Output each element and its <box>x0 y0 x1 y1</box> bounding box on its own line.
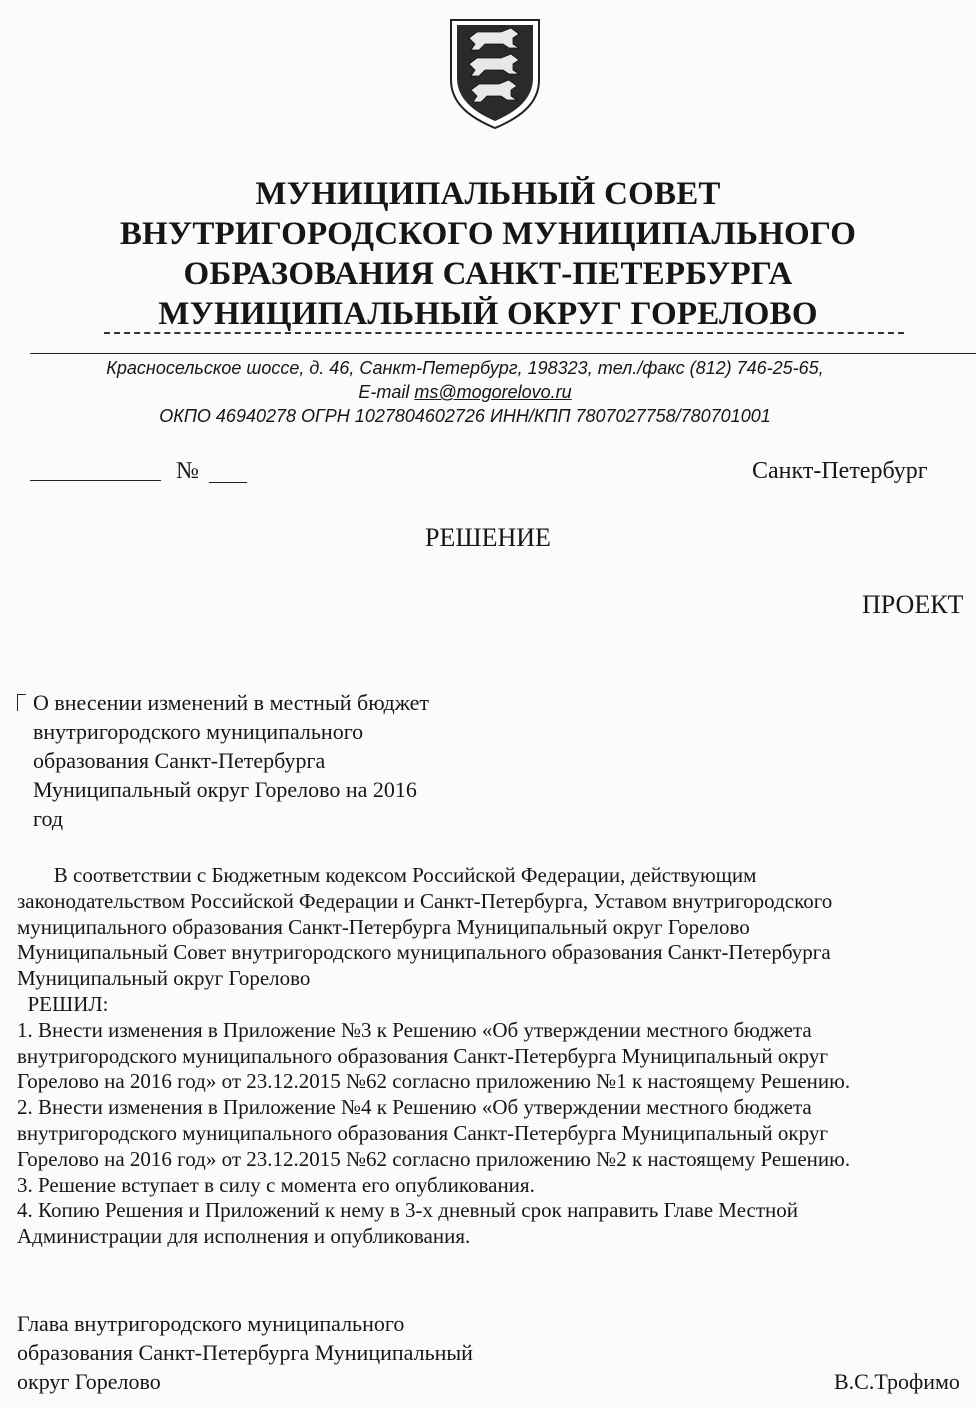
body-line: 3. Решение вступает в силу с момента его опубликования. <box>17 1172 535 1197</box>
body-line: внутригородского муниципального образования Санкт-Петербурга Муниципальный округ <box>17 1043 828 1068</box>
signature-line: образования Санкт-Петербурга Муниципальный <box>17 1340 473 1365</box>
council-title-line: ВНУТРИГОРОДСКОГО МУНИЦИПАЛЬНОГО <box>119 216 857 252</box>
subject-line: внутригородского муниципального <box>33 719 364 744</box>
council-title-line: МУНИЦИПАЛЬНЫЙ ОКРУГ ГОРЕЛОВО <box>158 296 818 332</box>
header-divider <box>30 353 976 354</box>
email-label: E-mail <box>358 382 415 402</box>
body-line: внутригородского муниципального образования Санкт-Петербурга Муниципальный округ <box>17 1120 828 1145</box>
body-line: Горелово на 2016 год» от 23.12.2015 №62 согласно приложению №2 к настоящему Решению. <box>17 1146 851 1171</box>
subject-bracket <box>17 694 26 711</box>
body-line: Муниципальный Совет внутригородского муниципального образования Санкт-Петербурга <box>17 940 831 965</box>
document-type: РЕШЕНИЕ <box>425 523 551 552</box>
decision-body <box>17 863 850 1250</box>
contact-info <box>0 356 930 428</box>
coat-of-arms-icon <box>447 18 543 130</box>
council-title-line: ОБРАЗОВАНИЯ САНКТ-ПЕТЕРБУРГА <box>183 256 793 292</box>
dashed-divider <box>104 332 904 334</box>
subject-line: О внесении изменений в местный бюджет <box>33 690 429 715</box>
address-line: Красносельское шоссе, д. 46, Санкт-Петербург, 198323, тел./факс (812) 746-25-65, <box>106 358 824 378</box>
decision-subject <box>33 688 429 833</box>
body-line: 2. Внести изменения в Приложение №4 к Решению «Об утверждении местного бюджета <box>17 1095 812 1120</box>
date-blank-line <box>30 480 161 481</box>
body-line: 1. Внести изменения в Приложение №3 к Решению «Об утверждении местного бюджета <box>17 1017 812 1042</box>
council-title-line: МУНИЦИПАЛЬНЫЙ СОВЕТ <box>255 176 721 212</box>
subject-line: образования Санкт-Петербурга <box>33 748 326 773</box>
email-link[interactable]: ms@mogorelovo.ru <box>414 382 572 402</box>
number-label: № <box>176 458 199 484</box>
body-line: Горелово на 2016 год» от 23.12.2015 №62 согласно приложению №1 к настоящему Решению. <box>17 1069 851 1094</box>
city-name: Санкт-Петербург <box>752 458 928 484</box>
subject-line: год <box>33 806 64 831</box>
body-line: Муниципальный округ Горелово <box>17 966 311 991</box>
email-line <box>0 380 930 404</box>
council-title <box>0 174 976 334</box>
signatory-name: В.С.Трофимо <box>834 1369 960 1394</box>
body-line: 4. Копию Решения и Приложений к нему в 3-х дневный срок направить Главе Местной <box>17 1198 799 1223</box>
signature-line: Глава внутригородского муниципального <box>17 1311 405 1336</box>
signatory-position <box>17 1309 473 1396</box>
draft-mark: ПРОЕКТ <box>862 590 964 619</box>
body-line: муниципального образования Санкт-Петербурга Муниципальный округ Горелово <box>17 914 750 939</box>
body-line: законодательством Российской Федерации и Санкт-Петербурга, Уставом внутригородского <box>17 888 833 913</box>
signature-line: округ Горелово <box>17 1369 161 1394</box>
number-blank-line <box>209 482 247 483</box>
resolved-heading: РЕШИЛ: <box>17 991 109 1016</box>
body-line: В соответствии с Бюджетным кодексом Российской Федерации, действующим <box>17 863 757 887</box>
body-line: Администрации для исполнения и опубликования. <box>17 1224 471 1249</box>
registration-codes: ОКПО 46940278 ОГРН 1027804602726 ИНН/КПП 7807027758/780701001 <box>159 406 771 426</box>
subject-line: Муниципальный округ Горелово на 2016 <box>33 777 417 802</box>
